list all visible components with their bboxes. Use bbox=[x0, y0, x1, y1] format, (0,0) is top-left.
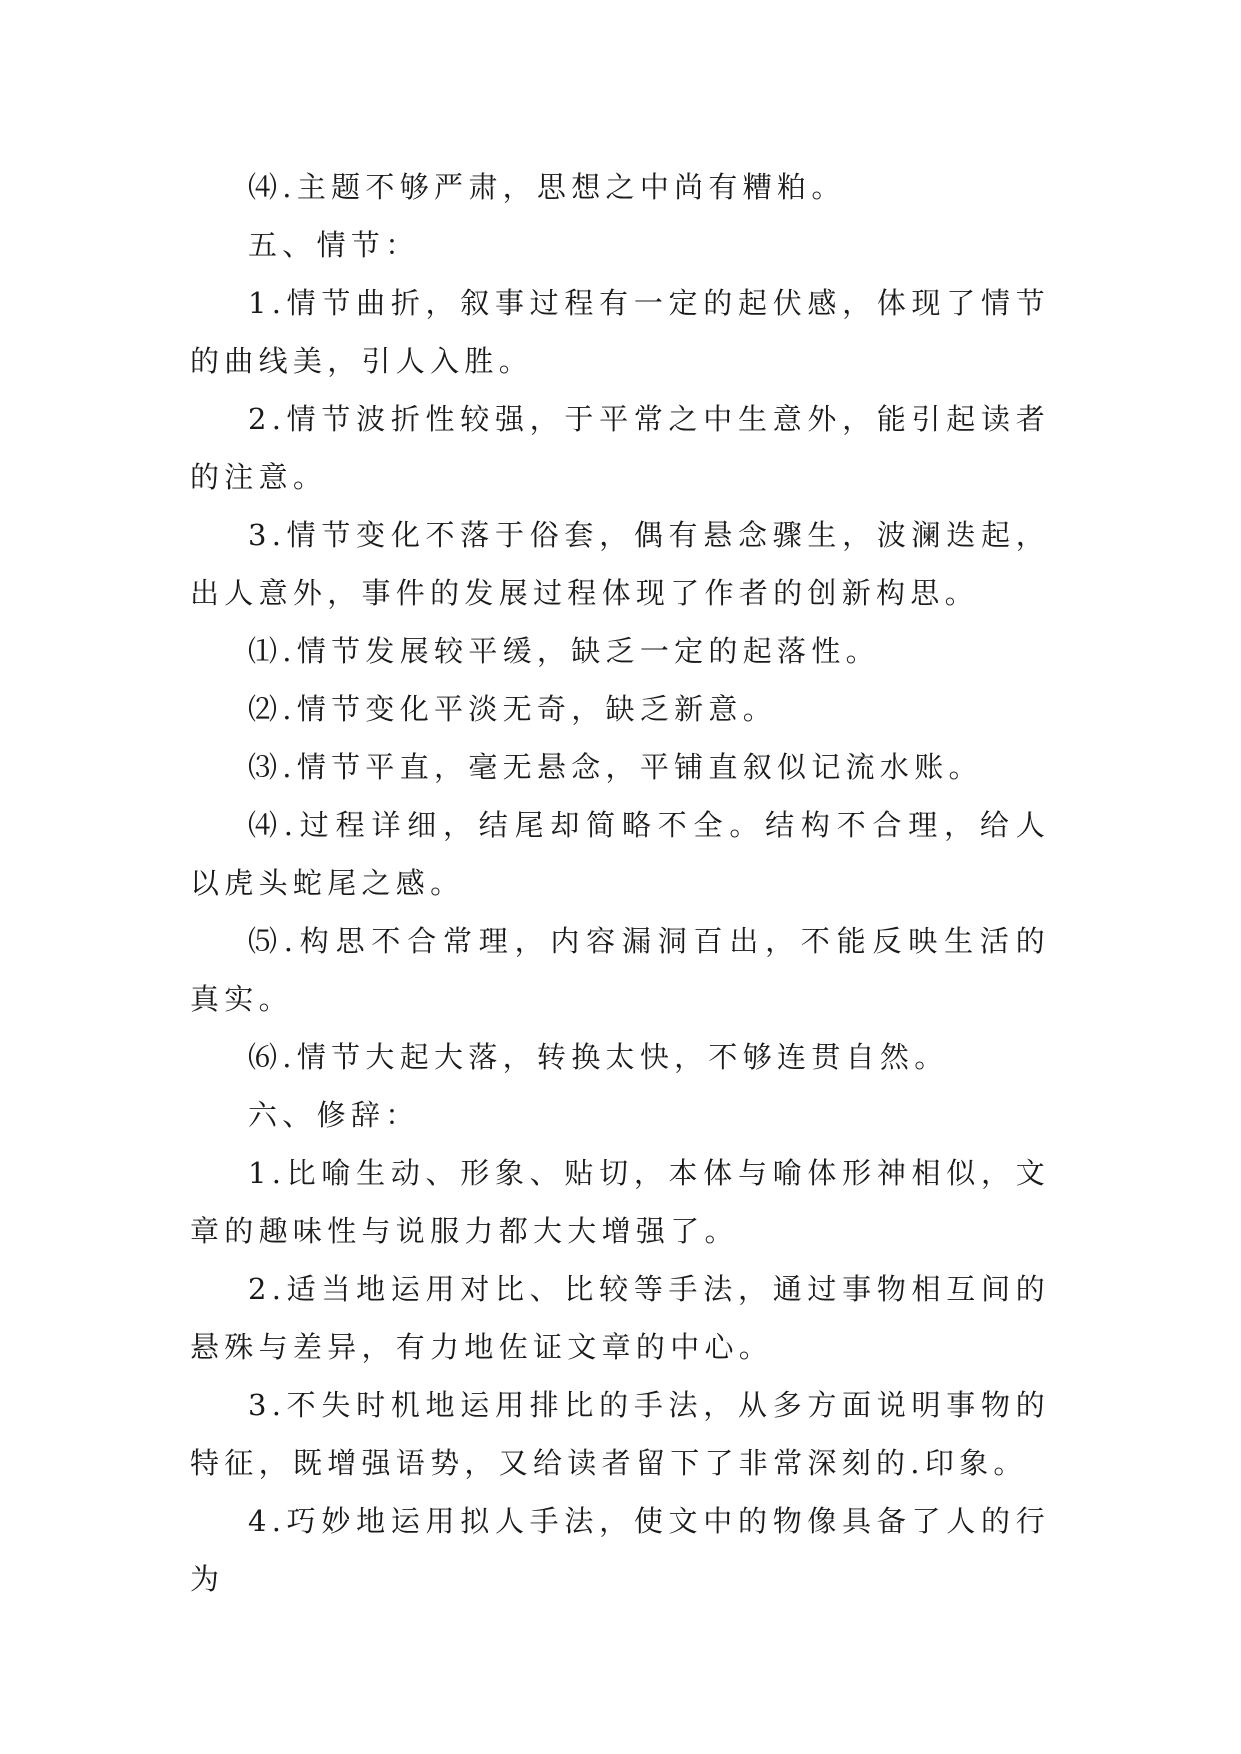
paragraph-rhetoric-2: 2.适当地运用对比、比较等手法，通过事物相互间的悬殊与差异，有力地佐证文章的中心。 bbox=[190, 1272, 1050, 1364]
section-heading-rhetoric: 六、修辞： bbox=[248, 1098, 420, 1132]
paragraph-plot-subitem-4: ⑷.过程详细，结尾却简略不全。结构不合理，给人以虎头蛇尾之感。 bbox=[190, 808, 1050, 900]
paragraph-subitem-4-theme: ⑷.主题不够严肃，思想之中尚有糟粕。 bbox=[248, 170, 846, 204]
paragraph-plot-subitem-3: ⑶.情节平直，毫无悬念，平铺直叙似记流水账。 bbox=[248, 750, 983, 784]
section-heading-plot: 五、情节： bbox=[248, 228, 420, 262]
paragraph-plot-subitem-2: ⑵.情节变化平淡无奇，缺乏新意。 bbox=[248, 692, 778, 726]
paragraph-plot-3: 3.情节变化不落于俗套，偶有悬念骤生，波澜迭起，出人意外，事件的发展过程体现了作者的创新构思。 bbox=[190, 518, 1050, 610]
paragraph-plot-subitem-6: ⑹.情节大起大落，转换太快，不够连贯自然。 bbox=[248, 1040, 949, 1074]
document-body bbox=[190, 158, 1050, 1608]
paragraph-rhetoric-4: 4.巧妙地运用拟人手法，使文中的物像具备了人的行为 bbox=[190, 1504, 1050, 1596]
paragraph-plot-1: 1.情节曲折，叙事过程有一定的起伏感，体现了情节的曲线美，引人入胜。 bbox=[190, 286, 1050, 378]
paragraph-rhetoric-1: 1.比喻生动、形象、贴切，本体与喻体形神相似，文章的趣味性与说服力都大大增强了。 bbox=[190, 1156, 1050, 1248]
paragraph-plot-subitem-5: ⑸.构思不合常理，内容漏洞百出，不能反映生活的真实。 bbox=[190, 924, 1050, 1016]
paragraph-plot-2: 2.情节波折性较强，于平常之中生意外，能引起读者的注意。 bbox=[190, 402, 1050, 494]
paragraph-rhetoric-3: 3.不失时机地运用排比的手法，从多方面说明事物的特征，既增强语势，又给读者留下了非常深刻的.印象。 bbox=[190, 1388, 1050, 1480]
paragraph-plot-subitem-1: ⑴.情节发展较平缓，缺乏一定的起落性。 bbox=[248, 634, 880, 668]
